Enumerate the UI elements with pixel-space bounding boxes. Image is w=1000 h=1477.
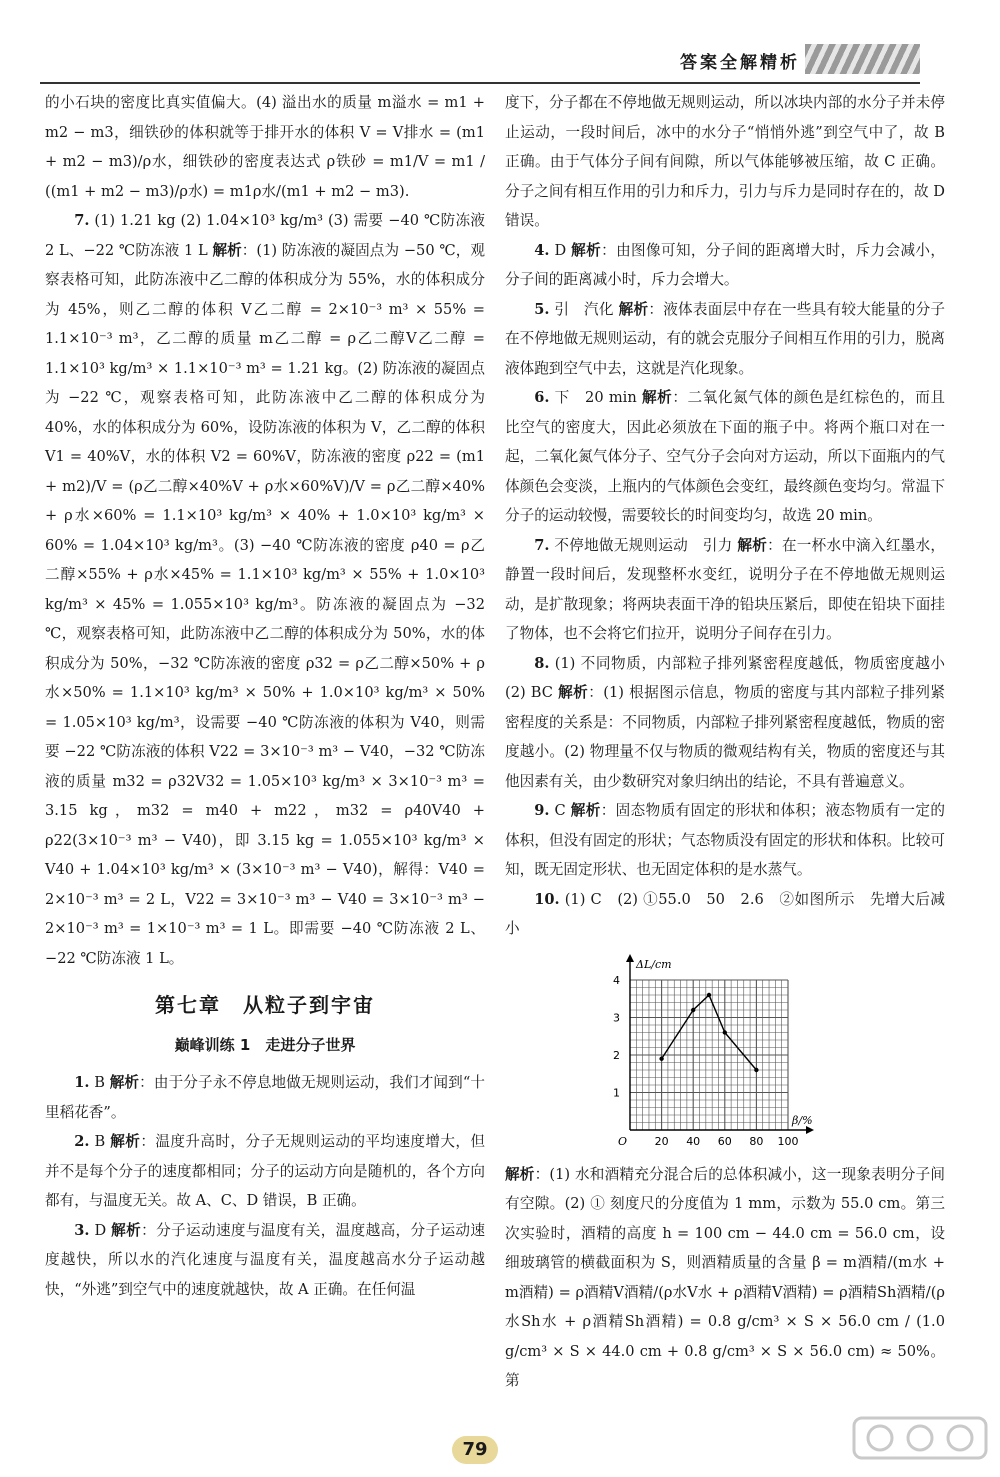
watermark-logo xyxy=(850,1412,990,1472)
y-tick-label: 1 xyxy=(613,1086,620,1099)
analysis-label: 解析 xyxy=(618,300,649,318)
analysis-label: 解析 xyxy=(212,241,242,259)
question-number: 1. xyxy=(74,1074,90,1091)
analysis-label: 解析 xyxy=(570,802,601,819)
data-point xyxy=(659,1056,663,1060)
analysis-text: ：分子运动速度与温度有关，温度越高，分子运动速度越快，所以水的汽化速度与温度有关，温度越高水分子运动越快，“外逃”到空气中的速度就越快，故 A 正确。在任何温 xyxy=(45,1221,485,1298)
analysis-text: ：在一杯水中滴入红墨水，静置一段时间后，发现整杯水变红，说明分子在不停地做无规则运动，是扩散现象；将两块表面干净的铅块压紧后，即使在铅块下面挂了物体，也不会将它们拉开，说明分子间存在引力。 xyxy=(505,536,946,642)
question-number: 10. xyxy=(534,890,560,908)
analysis-text: ：由图像可知，分子间的距离增大时，斥力会减小，分子间的距离减小时，斥力会增大。 xyxy=(505,241,945,288)
page-number: 79 xyxy=(452,1436,498,1464)
question-number: 9. xyxy=(534,802,550,819)
question-7 xyxy=(505,531,945,649)
chart-svg xyxy=(505,944,945,1160)
x-tick-label: 100 xyxy=(777,1134,799,1148)
analysis-label: 解析 xyxy=(571,241,602,259)
right-column xyxy=(505,88,960,1396)
answer: (1) 1.21 kg (2) 1.04×10³ kg/m³ (3) 需要 −40 ℃防冻液 2 L、−22 ℃防冻液 1 L xyxy=(45,212,485,259)
page-header xyxy=(0,0,1000,82)
answer: 不停地做无规则运动 引力 xyxy=(554,536,733,554)
x-tick-label: 40 xyxy=(686,1134,701,1148)
header-stripe-decoration xyxy=(805,44,920,74)
question-number: 2. xyxy=(74,1133,90,1150)
answer: 下 20 min xyxy=(554,389,637,406)
analysis-text: ：由于分子永不停息地做无规则运动，我们才闻到“十里稻花香”。 xyxy=(45,1074,486,1121)
x-axis-arrow xyxy=(806,1126,814,1134)
analysis-text: ：温度升高时，分子无规则运动的平均速度增大，但并不是每个分子的速度都相同；分子的运动方向是随机的，各个方向都有，与温度无关。故 A、C、D 错误，B 正确。 xyxy=(45,1133,486,1209)
question-6 xyxy=(505,383,945,531)
chapter-title: 第七章 从粒子到宇宙 xyxy=(155,993,375,1017)
left-column xyxy=(45,88,485,1304)
section-title: 巅峰训练 1 走进分子世界 xyxy=(174,1035,356,1054)
data-point xyxy=(754,1067,758,1071)
analysis-label: 解析 xyxy=(111,1221,142,1239)
question-number: 8. xyxy=(534,654,550,672)
answer: 引 汽化 xyxy=(554,300,614,318)
analysis-text: ：液体表面层中存在一些具有较大能量的分子在不停地做无规则运动，有的就会克服分子间相互作用的引力，脱离液体跑到空气中去，这就是汽化现象。 xyxy=(505,300,946,377)
x-tick-label: 80 xyxy=(749,1134,764,1148)
header-rule xyxy=(40,82,920,84)
question-8 xyxy=(505,649,960,797)
header-title: 答案全解精析 xyxy=(680,53,800,73)
question-4 xyxy=(505,236,945,295)
x-axis-label: β/% xyxy=(792,1113,813,1127)
question-9 xyxy=(505,796,945,885)
analysis-label: 解析 xyxy=(641,389,673,406)
origin-label: O xyxy=(618,1134,628,1148)
y-tick-label: 4 xyxy=(613,973,620,987)
y-tick-label: 3 xyxy=(613,1011,620,1024)
answer: (1) 不同物质，内部粒子排列紧密程度越低，物质密度越小 (2) BC xyxy=(505,654,960,701)
analysis-text: ：(1) 根据图示信息，物质的密度与其内部粒子排列紧密程度的关系是：不同物质，内部粒子排列紧密程度越低，物质的密度越小。(2) 物理量不仅与物质的微观结构有关，物质的密度还与其他因素有关，由少数研究对象归纳出的结论，不具有普遍意义。 xyxy=(505,684,945,790)
question-10-explanation xyxy=(505,1160,945,1396)
data-point xyxy=(691,1007,695,1011)
question-2 xyxy=(45,1127,485,1216)
analysis-label: 解析 xyxy=(737,536,768,554)
question-number: 4. xyxy=(534,241,550,259)
delta-l-vs-beta-graph xyxy=(505,944,945,1160)
analysis-text: ：(1) 水和酒精充分混合后的总体积减小，这一现象表明分子间有空隙。(2) ① 刻度尺的分度值为 1 mm，示数为 55.0 cm。第三次实验时，酒精的高度 h = 100 cm − 44.0 cm = 56.0 cm，设细玻璃管的横截面积为 S，则酒精质量的含量 β = m酒精/(m水 + m酒精) = ρ酒精V酒精/(ρ水V水 + ρ酒精V酒精) = ρ酒精Sh酒精/(ρ水Sh水 + ρ酒精Sh酒精) = 0.8 g/cm³ × S × 56.0 cm / (1.0 g/cm³ × S × 44.0 cm + 0.8 g/cm³ × S × 56.0 cm) ≈ 50%。第 xyxy=(505,1165,945,1389)
answer: B xyxy=(94,1074,105,1091)
analysis-text: ：(1) 防冻液的凝固点为 −50 ℃，观察表格可知，此防冻液中乙二醇的体积成分为 55%，水的体积成分为 45%，则乙二醇的体积 V乙二醇 = 2×10⁻³ m³ × 55% = 1.1×10⁻³ m³，乙二醇的质量 m乙二醇 = ρ乙二醇V乙二醇 = 1.1×10³ kg/m³ × 1.1×10⁻³ m³ = 1.21 kg。(2) 防冻液的凝固点为 −22 ℃，观察表格可知，此防冻液中乙二醇的体积成分为 40%，水的体积成分为 60%，设防冻液的体积为 V，乙二醇的体积 V1 = 40%V，水的体积 V2 = 60%V，防冻液的密度 ρ22 = (m1 + m2)/V = (ρ乙二醇×40%V + ρ水×60%V)/V = ρ乙二醇×40% + ρ水×60% = 1.1×10³ kg/m³ × 40% + 1.0×10³ kg/m³ × 60% = 1.04×10³ kg/m³。(3) −40 ℃防冻液的密度 ρ40 = ρ乙二醇×55% + ρ水×45% = 1.1×10³ kg/m³ × 55% + 1.0×10³ kg/m³ × 45% = 1.055×10³ kg/m³。防冻液的凝固点为 −32 ℃，观察表格可知，此防冻液中乙二醇的体积成分为 50%，水的体积成分为 50%，−32 ℃防冻液的密度 ρ32 = ρ乙二醇×50% + ρ水×50% = 1.1×10³ kg/m³ × 50% + 1.0×10³ kg/m³ × 50% = 1.05×10³ kg/m³，设需要 −40 ℃防冻液的体积为 V40，则需要 −22 ℃防冻液的体积 V22 = 3×10⁻³ m³ − V40，−32 ℃防冻液的质量 m32 = ρ32V32 = 1.05×10³ kg/m³ × 3×10⁻³ m³ = 3.15 kg，m32 = m40 + m22，m32 = ρ40V40 + ρ22(3×10⁻³ m³ − V40)，即 3.15 kg = 1.055×10³ kg/m³ × V40 + 1.04×10³ kg/m³ × (3×10⁻³ m³ − V40)，解得：V40 = 2×10⁻³ m³ = 2 L，V22 = 3×10⁻³ m³ − V40 = 3×10⁻³ m³ − 2×10⁻³ m³ = 1×10⁻³ m³ = 1 L。即需要 −40 ℃防冻液 2 L、−22 ℃防冻液 1 L。 xyxy=(45,241,485,967)
y-tick-label: 2 xyxy=(613,1048,620,1062)
y-axis-label: ΔL/cm xyxy=(636,957,672,971)
question-number: 5. xyxy=(534,300,550,318)
question-number: 6. xyxy=(534,389,550,406)
question-number: 7. xyxy=(74,212,90,229)
analysis-text: ：固态物质有固定的形状和体积；液态物质有一定的体积，但没有固定的形状；气态物质没有固定的形状和体积。比较可知，既无固定形状、也无固定体积的是水蒸气。 xyxy=(505,802,946,878)
question-10 xyxy=(505,885,945,944)
x-tick-label: 60 xyxy=(717,1134,732,1148)
answer: (1) C (2) ①55.0 50 2.6 ②如图所示 先增大后减小 xyxy=(505,890,945,937)
question-1 xyxy=(45,1068,485,1127)
paragraph-continued: 的小石块的密度比真实值偏大。(4) 溢出水的质量 m溢水 = m1 + m2 − m3，细铁砂的体积就等于排开水的体积 V = V排水 = (m1 + m2 − m3)/ρ水，细铁砂的密度表达式 ρ铁砂 = m1/V = m1 / ((m1 + m2 − m3)/ρ水) = m1ρ水/(m1 + m2 − m3). xyxy=(45,94,485,200)
question-number: 7. xyxy=(534,536,550,554)
paragraph-continued: 度下，分子都在不停地做无规则运动，所以冰块内部的水分子并未停止运动，一段时间后，冰中的水分子“悄悄外逃”到空气中了，故 B 正确。由于气体分子间有间隙，所以气体能够被压缩，故 C 正确。分子之间有相互作用的引力和斥力，引力与斥力是同时存在的，故 D 错误。 xyxy=(505,94,945,229)
question-7 xyxy=(45,206,485,973)
data-point xyxy=(707,992,711,996)
analysis-label: 解析 xyxy=(110,1133,141,1150)
analysis-label: 解析 xyxy=(109,1074,140,1091)
data-point xyxy=(723,1030,727,1034)
question-3 xyxy=(45,1216,485,1305)
analysis-text: ：二氧化氮气体的颜色是红棕色的，而且比空气的密度大，因此必须放在下面的瓶子中。将两个瓶口对在一起，二氧化氮气体分子、空气分子会向对方运动，所以下面瓶内的气体颜色会变淡，上瓶内的气体颜色会变红，最终颜色变均匀。常温下分子的运动较慢，需要较长的时间变均匀，故选 20 min。 xyxy=(505,389,945,524)
question-number: 3. xyxy=(74,1221,90,1239)
x-tick-label: 20 xyxy=(654,1134,669,1148)
analysis-label: 解析 xyxy=(558,684,589,701)
y-axis-arrow xyxy=(626,954,634,962)
analysis-label: 解析 xyxy=(505,1165,535,1183)
answer: D xyxy=(554,241,567,259)
answer: D xyxy=(94,1221,107,1239)
answer: B xyxy=(94,1133,106,1150)
answer: C xyxy=(554,802,566,819)
question-5 xyxy=(505,295,945,384)
